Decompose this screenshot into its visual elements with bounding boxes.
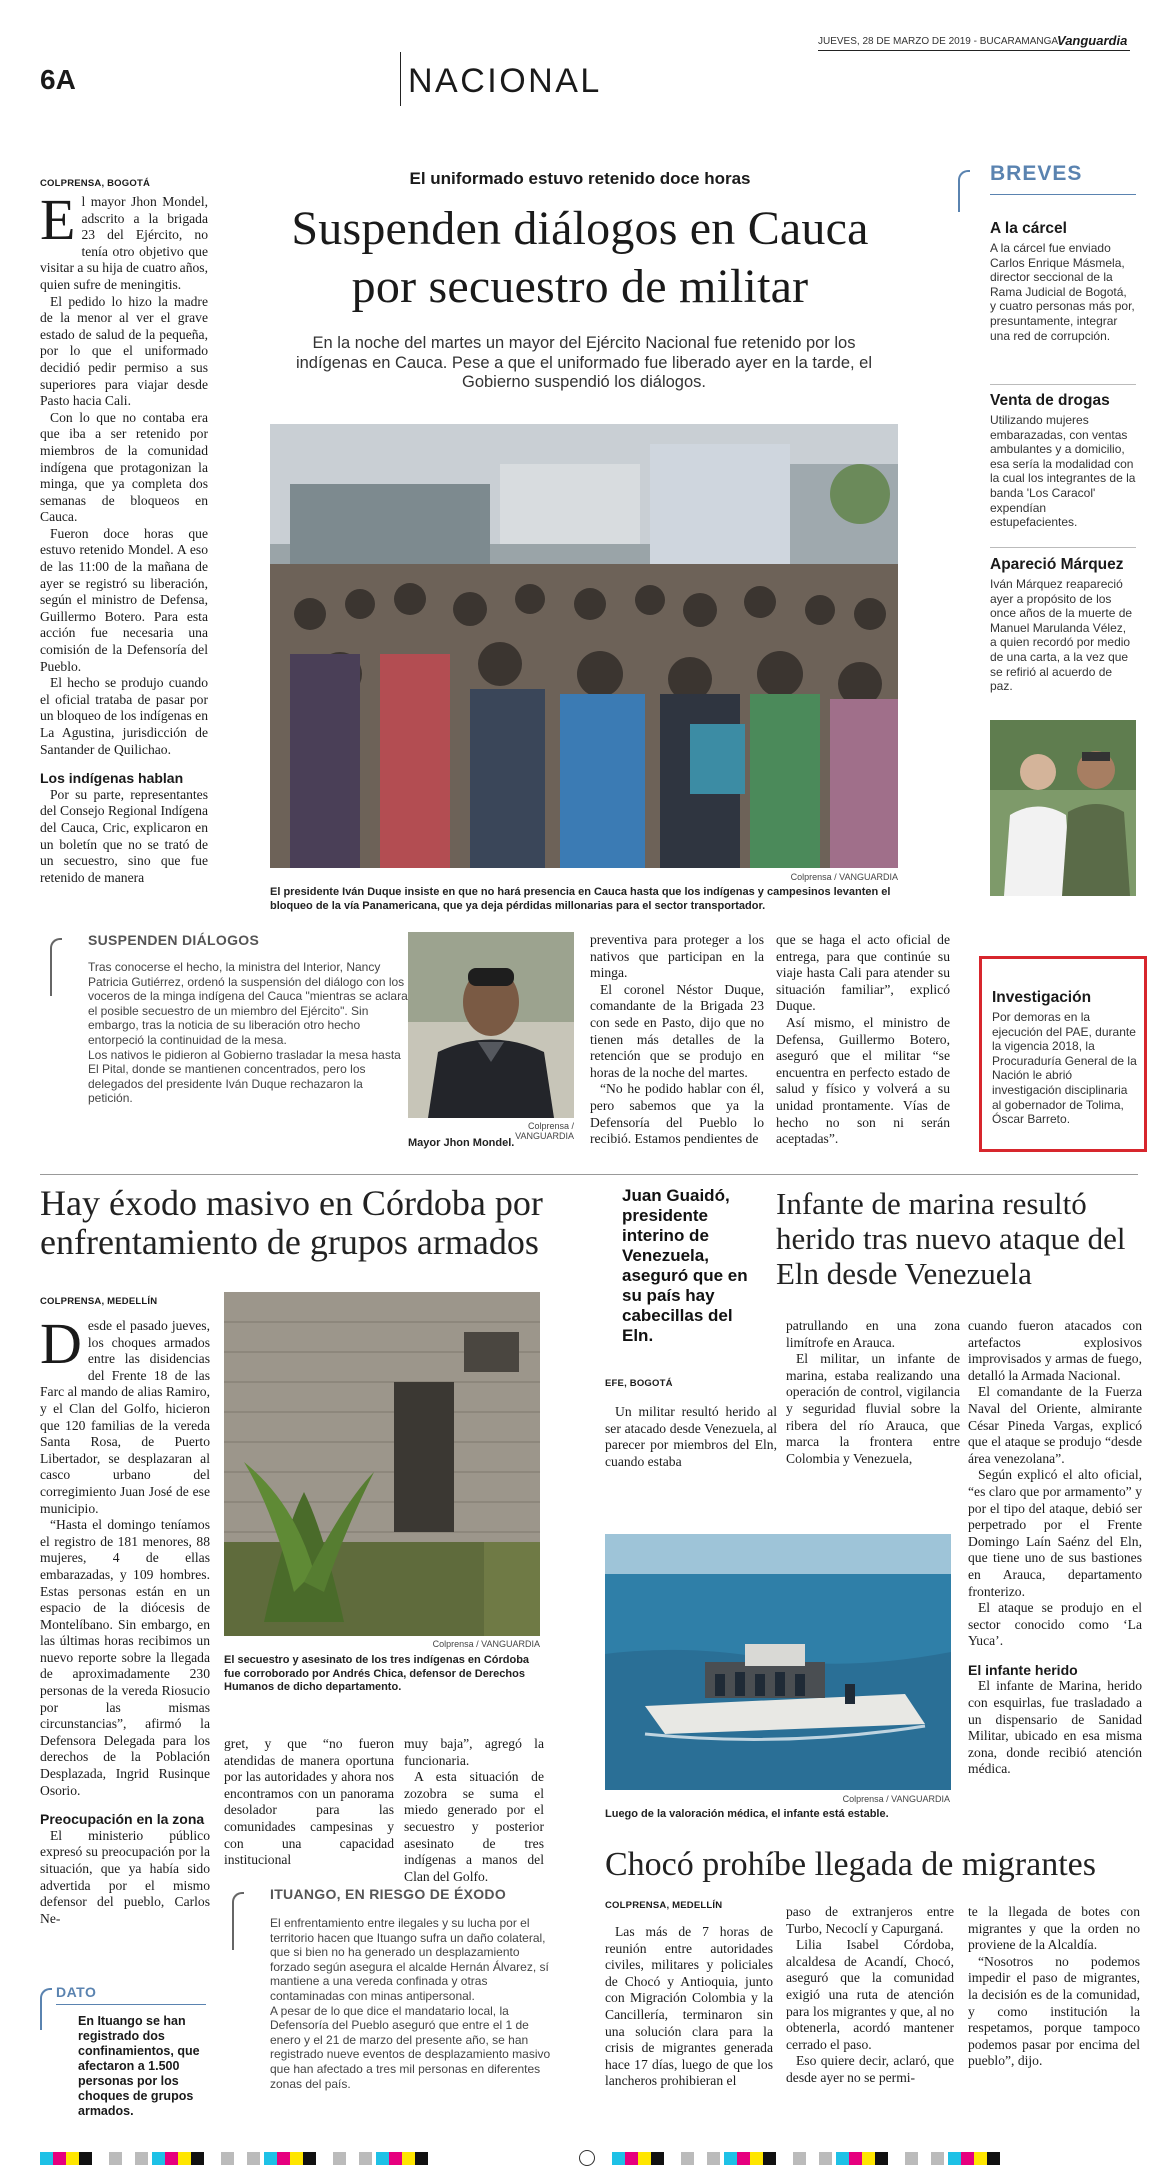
header-rule bbox=[818, 50, 1130, 51]
cordoba-headline: Hay éxodo masivo en Córdoba por enfrentamiento de grupos armados bbox=[40, 1183, 543, 1262]
infante-c3-p2: El comandante de la Fuerza Naval del Oriente, almirante César Pineda Vargas, explicó que el ataque se produjo “desde área venezolana”. bbox=[968, 1384, 1142, 1466]
dialogos-box-title: SUSPENDEN DIÁLOGOS bbox=[88, 932, 260, 948]
cordoba-p3: El ministerio público expresó su preocupación por la situación, que ya había sido advertida por el mismo defensor del pueblo, Carlos Ne- bbox=[40, 1827, 210, 1926]
main-col3-p2: Así mismo, el ministro de Defensa, Guillermo Botero, aseguró que el militar “se encuentra en perfecto estado de salud y físico y volverá a su unidad prontamente. Vías de hecho no son ni serán aceptadas”. bbox=[776, 1014, 950, 1147]
cordoba-photo-image bbox=[224, 1292, 540, 1636]
dialogos-box-body: Tras conocerse el hecho, la ministra del Interior, Nancy Patricia Gutiérrez, ordenó la suspensión del diálogo con los voceros de la minga indígena del Cauca "mientras se aclara el posible secuestro de un miembro del Ejército". Sin embargo, tras la noticia de su liberación otro hecho entorpeció la continuidad de la mesa. Los nativos le pidieron al Gobierno trasladar la mesa hasta El Pital, donde se mantienen concentrados, pero los delegados del presidente Iván Duque rechazaron la petición. bbox=[88, 960, 408, 1106]
infante-credit: EFE, BOGOTÁ bbox=[605, 1378, 673, 1389]
breve-body: A la cárcel fue enviado Carlos Enrique Másmela, director seccional de la Rama Judicial de Bogotá, y cuatro personas más por, presuntamente, integrar una red de corrupción. bbox=[990, 241, 1135, 343]
main-kicker: El uniformado estuvo retenido doce horas bbox=[409, 169, 751, 188]
dato-bracket bbox=[40, 1988, 52, 2030]
ituango-bracket bbox=[232, 1892, 244, 1950]
cordoba-column-3 bbox=[404, 1736, 544, 1885]
main-col2-p3: “No he podido hablar con él, pero sabemos que ya la Defensoría del Pueblo lo recibió. Estamos pendientes de bbox=[590, 1081, 764, 1147]
infante-c3-p4: El ataque se produjo en el sector conocido como ‘La Yuca’. bbox=[968, 1600, 1142, 1649]
breve-title: Investigación bbox=[992, 989, 1092, 1006]
breve-divider bbox=[990, 547, 1136, 548]
page-number: 6A bbox=[40, 64, 76, 95]
breves-title-rule bbox=[990, 194, 1136, 195]
breve-item bbox=[992, 989, 1138, 1127]
dato-box bbox=[40, 1984, 210, 2118]
guaido-quote: Juan Guaidó, presidente interino de Venezuela, aseguró que en su país hay cabecillas del Eln. bbox=[622, 1186, 748, 1345]
header-date-line: JUEVES, 28 DE MARZO DE 2019 - BUCARAMANGA bbox=[818, 36, 1059, 47]
cordoba-column-2 bbox=[224, 1736, 394, 1869]
ituango-body: El enfrentamiento entre ilegales y su lucha por el territorio hacen que Ituango sufra un daño colateral, que si bien no ha generado un desplazamiento forzado según asegura el alcalde Hernán Álvarez, sí mantiene a una vereda confinada y otras contaminadas con minas antipersonal. A pesar de lo que dice el mandatario local, la Defensoría del Pueblo aseguró que entre el 1 de enero y el 21 de marzo del presente año, se han registrado nueve eventos de desplazamiento masivo que han afectado a tres mil personas en diferentes zonas del país. bbox=[270, 1916, 551, 2091]
main-credit: COLPRENSA, BOGOTÁ bbox=[40, 178, 151, 189]
boat-photo-image bbox=[605, 1534, 951, 1790]
breve-divider bbox=[990, 384, 1136, 385]
breve-item bbox=[990, 220, 1136, 343]
main-headline bbox=[240, 200, 920, 316]
dato-title: DATO bbox=[56, 1984, 97, 2000]
choco-c2-p3: Eso quiere decir, aclaró, que desde ayer no se permi- bbox=[786, 2053, 954, 2085]
portrait-photo bbox=[408, 932, 574, 1118]
infante-subhead: El infante herido bbox=[968, 1661, 1078, 1678]
main-col2-p2: El coronel Néstor Duque, comandante de la Brigada 23 con sede en Pasto, dijo que no tienen más detalles de la retención que se produjo en horas de la noche del martes. bbox=[590, 981, 764, 1080]
crowd-photo-image bbox=[270, 424, 898, 868]
cordoba-photo bbox=[224, 1292, 540, 1636]
infante-headline: Infante de marina resultó herido tras nuevo ataque del Eln desde Venezuela bbox=[776, 1186, 1126, 1291]
infante-column-3 bbox=[968, 1318, 1142, 1778]
cordoba-p2: “Hasta el domingo teníamos el registro de 181 menores, 88 mujeres, 4 de ellas embarazadas, y 109 hombres. Estas personas están en un espacio de la diócesis de Montelíbano. Sin embargo, en las últimas horas recibimos un nuevo reporte sobre la llegada de aproximadamente 230 personas de la vereda Riosucio por las mismas circunstancias”, afirmó la Defensora Delegada para los derechos de la Población Desplazada, Ingrid Rusinque Osorio. bbox=[40, 1517, 210, 1798]
choco-credit: COLPRENSA, MEDELLÍN bbox=[605, 1900, 723, 1911]
breve-title: A la cárcel bbox=[990, 220, 1067, 237]
main-col3-p1: que se haga el acto oficial de entrega, para que continúe su viaje hasta Cali para atender su situación familiar”, explicó Duque. bbox=[776, 932, 950, 1014]
headline-line-2: por secuestro de militar bbox=[351, 260, 809, 313]
portrait-image bbox=[408, 932, 574, 1118]
printer-registration-bar-left bbox=[40, 2152, 560, 2165]
crowd-photo-credit: Colprensa / VANGUARDIA bbox=[790, 872, 898, 882]
crowd-photo bbox=[270, 424, 898, 868]
choco-column-2 bbox=[786, 1904, 954, 2087]
infante-c3-p3: Según explicó el alto oficial, “es claro que por armamento” y por el tipo del ataque, debió ser perpetrado por el Frente Domingo Laín Saénz del Eln, que tiene uno de sus bastiones en Arauca, departamento fronterizo. bbox=[968, 1467, 1142, 1599]
cordoba-subhead: Preocupación en la zona bbox=[40, 1811, 205, 1828]
marquez-photo bbox=[990, 720, 1136, 896]
infante-column-1 bbox=[605, 1404, 777, 1470]
choco-column-1 bbox=[605, 1924, 773, 2090]
dropcap: E bbox=[40, 187, 76, 252]
main-p3: Con lo que no contaba era que iba a ser retenido por miembros de la comunidad indígena que protagonizan la minga, que ya completa dos semanas de bloqueos en Cauca. bbox=[40, 409, 208, 525]
cordoba-photo-credit: Colprensa / VANGUARDIA bbox=[432, 1639, 540, 1649]
choco-c3-p1: te la llegada de botes con migrantes y que la orden no proviene de la Alcaldía. bbox=[968, 1904, 1140, 1953]
choco-headline: Chocó prohíbe llegada de migrantes bbox=[605, 1846, 1096, 1883]
main-p5: El hecho se produjo cuando el oficial trataba de pasar por un bloqueo de los indígenas en La Agustina, jurisdicción de Santander de Quilichao. bbox=[40, 675, 209, 757]
cordoba-c2: gret, y que “no fueron atendidas de manera oportuna por las autoridades y ahora nos encontramos con un panorama desolador para las comunidades campesinas y con una capacidad institucional bbox=[224, 1736, 394, 1868]
headline-line-1: Suspenden diálogos en Cauca bbox=[291, 202, 869, 255]
breve-title: Apareció Márquez bbox=[990, 556, 1124, 573]
breve-item bbox=[990, 392, 1136, 530]
registration-mark bbox=[579, 2150, 595, 2166]
section-rule bbox=[40, 1174, 1138, 1175]
infante-p1: Un militar resultó herido al ser atacado desde Venezuela, al parecer por miembros del Eln, cuando estaba bbox=[605, 1404, 777, 1469]
section-title: NACIONAL bbox=[408, 62, 602, 100]
main-subhead: Los indígenas hablan bbox=[40, 770, 184, 787]
breve-body: Utilizando mujeres embarazadas, con ventas ambulantes y a domicilio, esa sería la modalidad con la cual los integrantes de la banda 'Los Caracol' expendían estupefacientes. bbox=[990, 413, 1136, 530]
ituango-box bbox=[222, 1884, 552, 2108]
portrait-credit: Colprensa / VANGUARDIA bbox=[515, 1121, 574, 1141]
choco-c3-p2: “Nosotros no podemos impedir el paso de migrantes, la decisión es de la comunidad, y como institución la respetamos, porque tampoco podemos pasar por encima del pueblo”, dijo. bbox=[968, 1953, 1140, 2069]
main-column-1 bbox=[40, 187, 209, 886]
boat-photo-caption: Luego de la valoración médica, el infante está estable. bbox=[605, 1808, 889, 1820]
main-p2: El pedido lo hizo la madre de la menor al ver el grave estado de salud de la pequeña, por lo que el uniformado decidió pedir permiso a sus superiores para viajar desde Pasto hacia Cali. bbox=[40, 293, 208, 409]
choco-c2-p2: Lilia Isabel Córdoba, alcaldesa de Acandí, Chocó, aseguró que la comunidad exigió una ruta de atención para los migrantes y que, al no obtenerla, acordó mantener cerrado el paso. bbox=[786, 1937, 954, 2052]
section-divider bbox=[400, 52, 401, 106]
choco-c1: Las más de 7 horas de reunión entre autoridades civiles, militares y policiales de Chocó y Antioquia, junto con Migración Colombia y la Cancillería, terminaron sin una solución clara para la crisis de migrantes generada hace 17 días, luego de que los lancheros prohibieran el bbox=[605, 1924, 773, 2089]
dropcap: D bbox=[40, 1311, 82, 1376]
infante-column-2 bbox=[786, 1318, 960, 1467]
investigacion-box bbox=[979, 956, 1147, 1152]
breve-item bbox=[990, 556, 1136, 694]
infante-c2-p2: El militar, un infante de marina, estaba realizando una operación de control, vigilancia y seguridad fluvial sobre la ribera del río Arauca, que marca la frontera entre Colombia y Venezuela, bbox=[786, 1351, 960, 1466]
main-col2-p1: preventiva para proteger a los nativos que participan en la minga. bbox=[590, 932, 764, 981]
main-deck: En la noche del martes un mayor del Ejército Nacional fue retenido por los indígenas en Cauca. Pese a que el uniformado fue liberado ayer en la tarde, el Gobierno suspendió los diálogos. bbox=[295, 334, 873, 391]
dato-body: En Ituango se han registrado dos confinamientos, que afectaron a 1.500 personas por los choques de grupos armados. bbox=[78, 2014, 200, 2118]
main-column-2 bbox=[590, 932, 764, 1148]
boat-photo-credit: Colprensa / VANGUARDIA bbox=[842, 1794, 950, 1804]
portrait-caption: Mayor Jhon Mondel. bbox=[408, 1137, 515, 1149]
marquez-image bbox=[990, 720, 1136, 896]
infante-c3-p5: El infante de Marina, herido con esquirlas, fue trasladado a un dispensario de Sanidad Militar, ubicado en esa misma zona, donde recibió atención médica. bbox=[968, 1678, 1142, 1777]
choco-column-3 bbox=[968, 1904, 1140, 2070]
cordoba-credit: COLPRENSA, MEDELLÍN bbox=[40, 1296, 158, 1307]
cordoba-photo-caption: El secuestro y asesinato de los tres indígenas en Córdoba fue corroborado por Andrés Chica, defensor de Derechos Humanos de dicho departamento. bbox=[224, 1654, 530, 1693]
boat-photo bbox=[605, 1534, 951, 1790]
infante-c2-p1: patrullando en una zona limítrofe en Arauca. bbox=[786, 1318, 960, 1350]
cordoba-column-1 bbox=[40, 1311, 210, 1927]
dato-title-rule bbox=[56, 2004, 206, 2005]
breves-title: BREVES bbox=[990, 162, 1083, 185]
main-p1: l mayor Jhon Mondel, adscrito a la brigada 23 del Ejército, no tenía otro objetivo que visitar a su hija de cuatro años, quien sufre de meningitis. bbox=[40, 194, 208, 292]
main-p6: Por su parte, representantes del Consejo Regional Indígena del Cauca, Cric, explicaron en un boletín que no se trató de un secuestro, sino que fue retenido de manera bbox=[40, 786, 208, 885]
cordoba-p1: esde el pasado jueves, los choques armados entre las disidencias del Frente 18 de las Farc al mando de alias Ramiro, y el Clan del Golfo, hicieron que 120 familias de la vereda Santa Rosa, de Puerto Libertador, se desplazaran al casco urbano del corregimiento Juan José de ese municipio. bbox=[40, 1318, 210, 1516]
ituango-title: ITUANGO, EN RIESGO DE ÉXODO bbox=[270, 1886, 507, 1902]
printer-registration-bar-right bbox=[612, 2152, 1132, 2165]
breve-body: Iván Márquez reapareció ayer a propósito de los once años de la muerte de Manuel Marulanda Vélez, a quien recordó por medio de una carta, a la vez que se refirió al acuerdo de paz. bbox=[990, 577, 1133, 694]
crowd-photo-caption: El presidente Iván Duque insiste en que no hará presencia en Cauca hasta que los indígenas y campesinos levanten el bloqueo de la vía Panamericana, que ya deja pérdidas millonarias para el sector transportador. bbox=[270, 886, 891, 912]
breve-title: Venta de drogas bbox=[990, 392, 1110, 409]
main-p4: Fueron doce horas que estuvo retenido Mondel. A eso de las 11:00 de la mañana de ayer se registró su liberación, según el ministro de Defensa, Guillermo Botero. Para esta acción fue necesaria una comisión de la Defensoría del Pueblo. bbox=[40, 525, 208, 674]
breve-body: Por demoras en la ejecución del PAE, durante la vigencia 2018, la Procuraduría General de la Nación le abrió investigación disciplinaria al gobernador de Tolima, Óscar Barreto. bbox=[992, 1010, 1137, 1127]
header-brand: Vanguardia bbox=[1057, 33, 1128, 48]
cordoba-c3-p2: A esta situación de zozobra se suma el miedo generado por el secuestro y posterior asesinato de tres indígenas a manos del Clan del Golfo. bbox=[404, 1769, 544, 1884]
dialogos-box bbox=[40, 930, 408, 1154]
cordoba-c3: muy baja”, agregó la funcionaria. bbox=[404, 1736, 544, 1768]
infante-c3-p1: cuando fueron atacados con artefactos explosivos improvisados y armas de fuego, detalló la Armada Nacional. bbox=[968, 1318, 1142, 1383]
dialogos-box-bracket bbox=[50, 938, 62, 996]
choco-c2-p1: paso de extranjeros entre Turbo, Necoclí y Capurganá. bbox=[786, 1904, 954, 1936]
breves-bracket bbox=[958, 170, 970, 212]
main-column-3 bbox=[776, 932, 950, 1148]
